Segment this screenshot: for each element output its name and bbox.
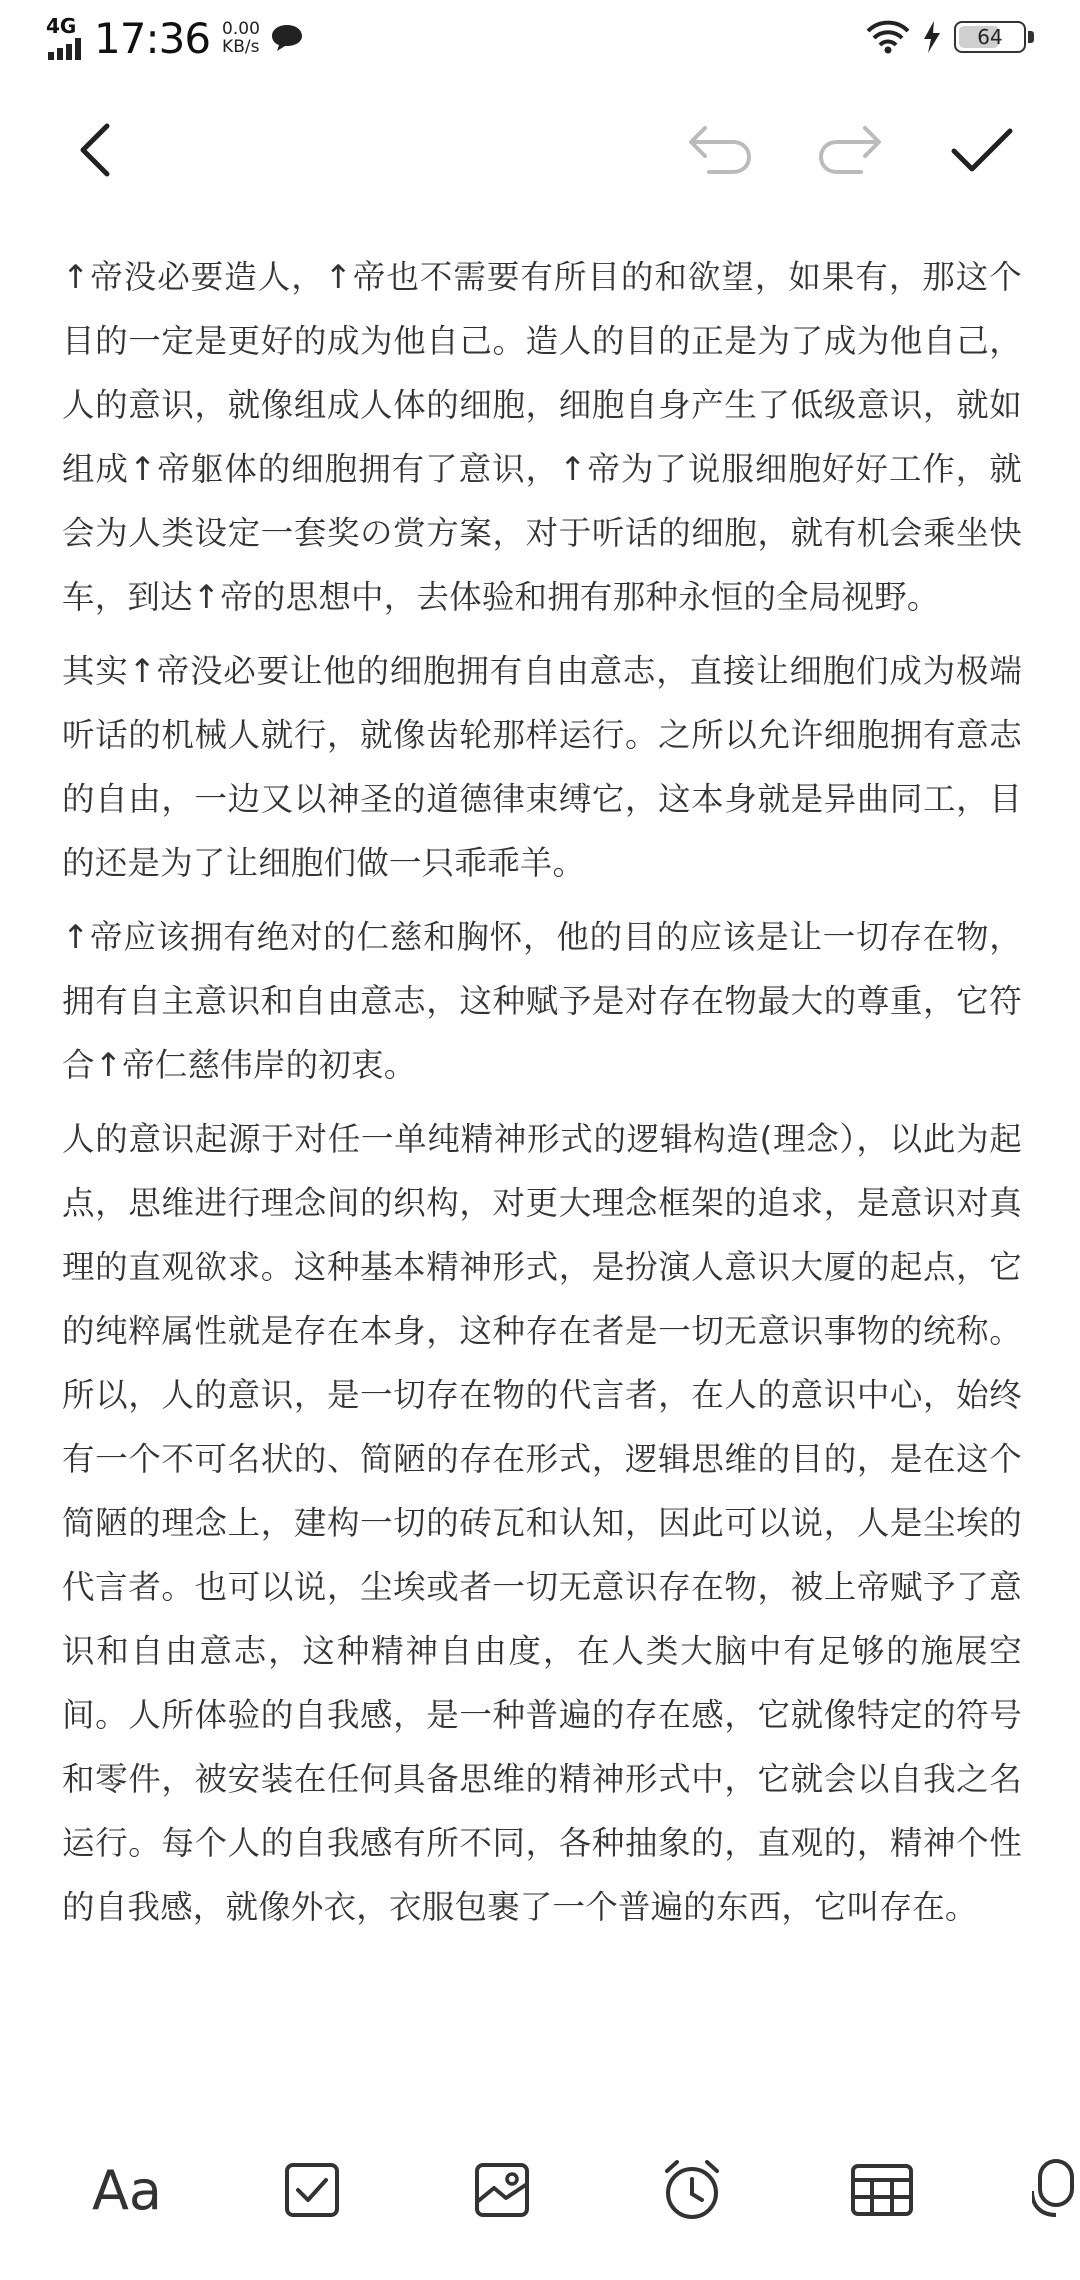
message-bubble-icon	[270, 23, 304, 53]
back-button[interactable]	[55, 110, 135, 190]
chevron-left-icon	[75, 120, 115, 180]
undo-button[interactable]	[680, 110, 760, 190]
network-speed	[222, 20, 260, 56]
paragraph: ↑帝应该拥有绝对的仁慈和胸怀，他的目的应该是让一切存在物，拥有自主意识和自由意志，这种赋予是对存在物最大的尊重，它符合↑帝仁慈伟岸的初衷。	[62, 918, 1022, 1084]
wifi-icon	[866, 20, 910, 54]
cellular-signal	[46, 14, 86, 62]
checkbox-icon	[282, 2160, 342, 2220]
font-style-button[interactable]	[82, 2150, 172, 2230]
redo-icon	[817, 122, 883, 178]
insert-image-button[interactable]	[462, 2150, 542, 2230]
charging-bolt-icon	[922, 20, 942, 54]
status-bar	[0, 0, 1080, 80]
editor-toolbar	[0, 90, 1080, 200]
reminder-button[interactable]	[652, 2150, 732, 2230]
paragraph: ↑帝没必要造人，↑帝也不需要有所目的和欲望，如果有，那这个目的一定是更好的成为他自己。造人的目的正是为了成为他自己，人的意识，就像组成人体的细胞，细胞自身产生了低级意识，就如组成↑帝躯体的细胞拥有了意识，↑帝为了说服细胞好好工作，就会为人类设定一套奖の赏方案，对于听话的细胞，就有机会乘坐快车，到达↑帝的思想中，去体验和拥有那种永恒的全局视野。	[62, 258, 1022, 616]
paragraph: 人的意识起源于对任一单纯精神形式的逻辑构造(理念），以此为起点，思维进行理念间的织构，对更大理念框架的追求，是意识对真理的直观欲求。这种基本精神形式，是扮演人意识大厦的起点，它的纯粹属性就是存在本身，这种存在者是一切无意识事物的统称。所以，人的意识，是一切存在物的代言者，在人的意识中心，始终有一个不可名状的、简陋的存在形式，逻辑思维的目的，是在这个简陋的理念上，建构一切的砖瓦和认知，因此可以说，人是尘埃的代言者。也可以说，尘埃或者一切无意识存在物，被上帝赋予了意识和自由意志，这种精神自由度，在人类大脑中有足够的施展空间。人所体验的自我感，是一种普遍的存在感，它就像特定的符号和零件，被安装在任何具备思维的精神形式中，它就会以自我之名运行。每个人的自我感有所不同，各种抽象的，直观的，精神个性的自我感，就像外衣，衣服包裹了一个普遍的东西，它叫存在。	[62, 1120, 1022, 1926]
status-right	[866, 14, 1034, 60]
image-icon	[472, 2160, 532, 2220]
battery-level-text: 64	[977, 25, 1003, 49]
undo-icon	[687, 122, 753, 178]
table-icon	[849, 2160, 915, 2220]
speed-unit: KB/s	[222, 37, 260, 57]
insert-table-button[interactable]	[842, 2150, 922, 2230]
font-style-label: Aa	[91, 2158, 163, 2222]
clock-time: 17:36	[94, 13, 211, 63]
signal-bars-icon	[48, 36, 81, 60]
done-button[interactable]	[942, 110, 1022, 190]
alarm-clock-icon	[659, 2157, 725, 2223]
note-body[interactable]	[0, 205, 1080, 2095]
microphone-icon	[1032, 2157, 1080, 2223]
voice-input-button[interactable]	[1032, 2150, 1080, 2230]
check-icon	[950, 125, 1014, 175]
checklist-button[interactable]	[272, 2150, 352, 2230]
top-fade	[0, 205, 1080, 233]
network-type: 4G	[46, 14, 77, 38]
redo-button[interactable]	[810, 110, 890, 190]
format-bottom-bar	[0, 2095, 1080, 2280]
status-left	[46, 8, 304, 68]
battery-icon	[954, 21, 1034, 53]
speed-value: 0.00	[222, 19, 260, 39]
paragraph-list	[62, 245, 1022, 1949]
paragraph: 其实↑帝没必要让他的细胞拥有自由意志，直接让细胞们成为极端听话的机械人就行，就像齿轮那样运行。之所以允许细胞拥有意志的自由，一边又以神圣的道德律束缚它，这本身就是异曲同工，目的还是为了让细胞们做一只乖乖羊。	[62, 652, 1022, 882]
